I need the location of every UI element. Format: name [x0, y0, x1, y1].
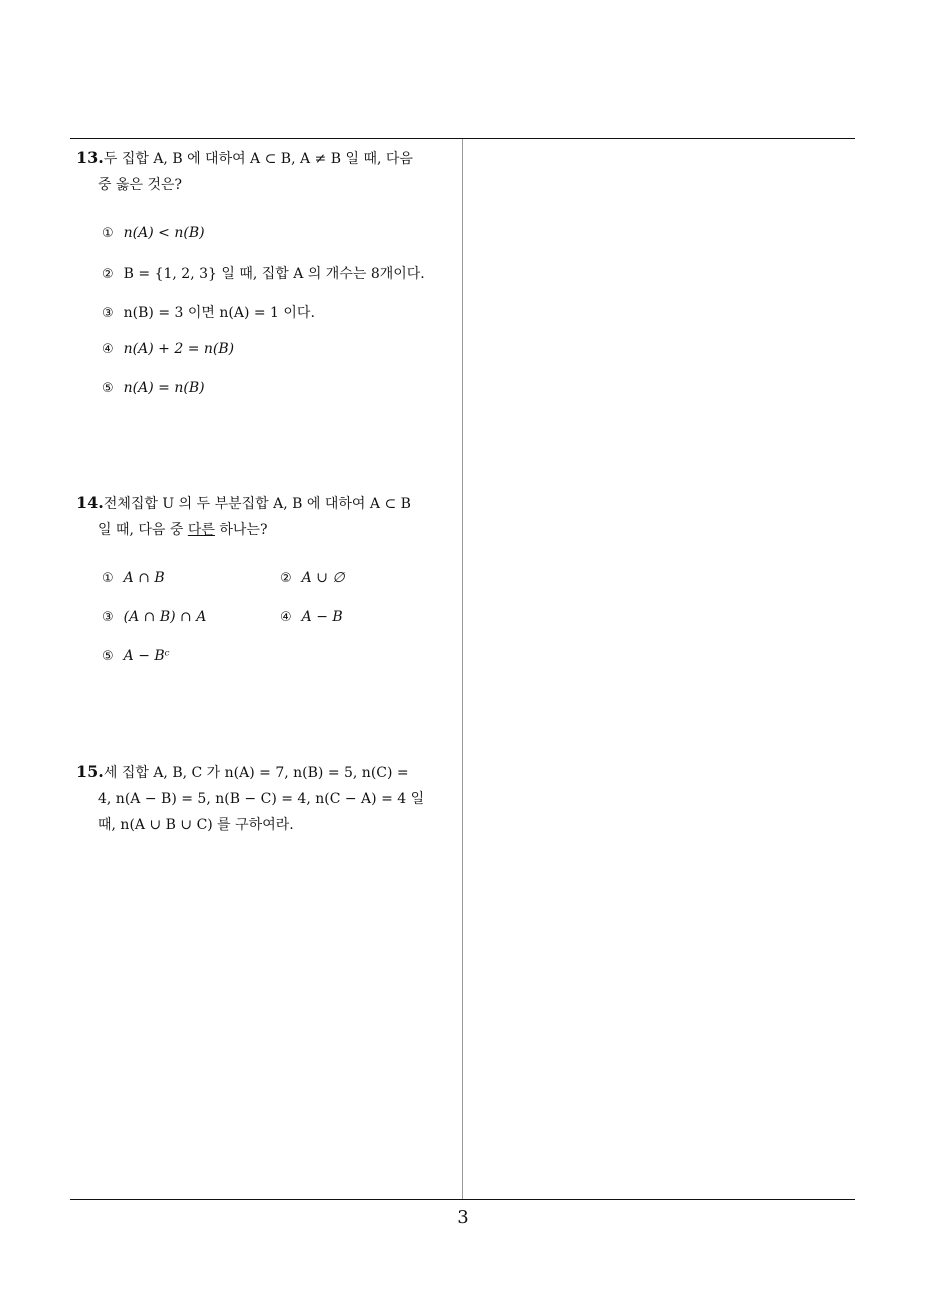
- choice-mark: ③: [102, 610, 114, 625]
- choice-text: n(A) < n(B): [123, 225, 205, 241]
- q14-stem-line2: [76, 517, 454, 543]
- q13-number: 13.: [76, 148, 104, 167]
- choice-mark: ②: [102, 267, 114, 282]
- choice-mark: ④: [102, 342, 114, 357]
- column-divider: [462, 139, 463, 1200]
- q15-stem-line2: 4, n(A − B) = 5, n(B − C) = 4, n(C − A) = 4 일: [98, 791, 425, 807]
- choice-mark: ②: [280, 571, 292, 586]
- q14-number: 14.: [76, 493, 104, 512]
- q13-choice-2[interactable]: [102, 263, 425, 283]
- choice-text: A − Bᶜ: [123, 648, 170, 664]
- choice-mark: ④: [280, 610, 292, 625]
- q14-line2-pre: 일 때, 다음 중: [98, 522, 188, 538]
- q13-choice-1[interactable]: [102, 225, 205, 241]
- q15-number: 15.: [76, 762, 104, 781]
- q13-line1: [76, 145, 454, 172]
- choice-mark: ⑤: [102, 381, 114, 396]
- choice-mark: ③: [102, 306, 114, 321]
- q14-choice-5[interactable]: [102, 648, 170, 664]
- choice-text: B = {1, 2, 3} 일 때, 집합 A 의 개수는 8개이다.: [123, 266, 425, 282]
- choice-mark: ①: [102, 226, 114, 241]
- choice-text: A ∪ ∅: [301, 570, 345, 586]
- choice-text: n(B) = 3 이면 n(A) = 1 이다.: [123, 305, 315, 321]
- q13-choice-4[interactable]: [102, 341, 234, 357]
- q13-stem-line2: 중 옳은 것은?: [98, 177, 183, 193]
- q15-stem-line1: 세 집합 A, B, C 가 n(A) = 7, n(B) = 5, n(C) =: [103, 765, 409, 781]
- choice-text: A ∩ B: [123, 570, 165, 586]
- q13-choice-5[interactable]: [102, 380, 205, 396]
- q14-underlined-word: 다른: [187, 522, 215, 538]
- page-number: 3: [457, 1207, 469, 1228]
- q14-line2-post: 하나는?: [214, 522, 268, 538]
- q14-choice-1[interactable]: [102, 570, 165, 586]
- choice-mark: ⑤: [102, 649, 114, 664]
- question-14: [76, 490, 454, 543]
- choice-text: n(A) = n(B): [123, 380, 205, 396]
- q15-line1: [76, 759, 454, 786]
- choice-text: n(A) + 2 = n(B): [123, 341, 235, 357]
- choice-mark: ①: [102, 571, 114, 586]
- question-13: [76, 145, 454, 198]
- choice-text: A − B: [301, 609, 343, 625]
- q14-choice-2[interactable]: [280, 570, 345, 586]
- choice-text: (A ∩ B) ∩ A: [123, 609, 207, 625]
- question-15: [76, 759, 454, 838]
- q15-stem-line3: 때, n(A ∪ B ∪ C) 를 구하여라.: [98, 817, 294, 833]
- q13-choice-3[interactable]: [102, 302, 315, 322]
- q14-choice-3[interactable]: [102, 609, 206, 625]
- q14-choice-4[interactable]: [280, 609, 343, 625]
- q14-line1: [76, 490, 454, 517]
- q13-stem-line1: 두 집합 A, B 에 대하여 A ⊂ B, A ≠ B 일 때, 다음: [103, 151, 413, 167]
- bottom-rule: [70, 1199, 855, 1200]
- q14-stem-line1: 전체집합 U 의 두 부분집합 A, B 에 대하여 A ⊂ B: [103, 496, 411, 512]
